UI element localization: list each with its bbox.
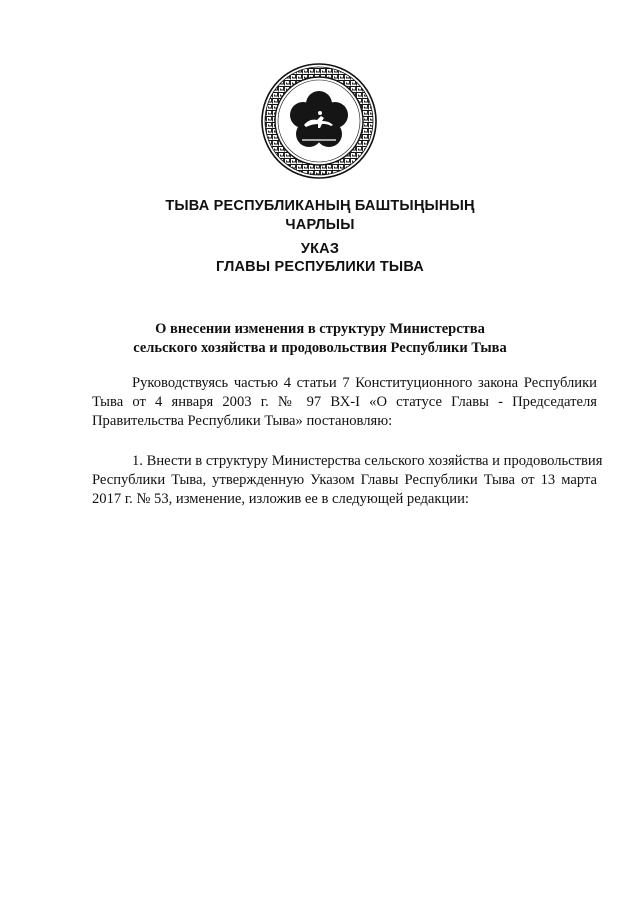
paragraph-line: Республики Тыва, утвержденную Указом Главы Республики Тыва от 13 марта xyxy=(92,472,597,488)
paragraph-preamble xyxy=(92,374,597,431)
header-line-1: ТЫВА РЕСПУБЛИКАНЫҢ БАШТЫҢЫНЫҢ xyxy=(165,198,475,214)
decree-title: УКАЗ xyxy=(300,241,340,257)
paragraph-line: Руководствуясь частью 4 статьи 7 Конституционного закона Республики xyxy=(132,375,597,391)
header-line-2: ЧАРЛЫЫ xyxy=(285,217,355,233)
tuva-emblem-icon xyxy=(260,62,378,180)
paragraph-line: Тыва от 4 января 2003 г. № 97 ВХ-I «О статусе Главы - Председателя xyxy=(92,394,597,410)
paragraph-line: 2017 г. № 53, изменение, изложив ее в следующей редакции: xyxy=(92,491,469,507)
paragraph-line: Правительства Республики Тыва» постановляю: xyxy=(92,413,393,429)
paragraph-item-1 xyxy=(92,452,603,509)
subject-line-1: О внесении изменения в структуру Министерства xyxy=(155,321,485,337)
subject-line-2: сельского хозяйства и продовольствия Республики Тыва xyxy=(133,340,507,356)
decree-issuer: ГЛАВЫ РЕСПУБЛИКИ ТЫВА xyxy=(216,259,424,275)
paragraph-line: 1. Внести в структуру Министерства сельского хозяйства и продовольствия xyxy=(132,453,603,469)
